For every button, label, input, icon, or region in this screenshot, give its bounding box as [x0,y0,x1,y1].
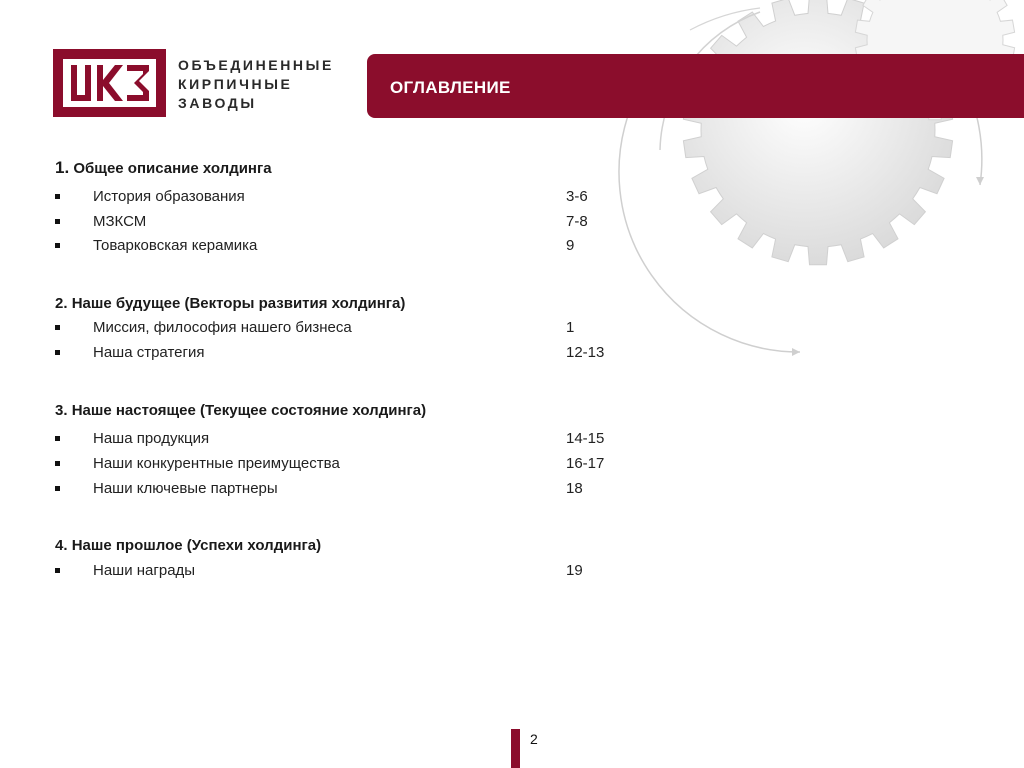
page-number: 2 [530,731,538,747]
bullet-icon [55,325,60,330]
section-title-3 [55,402,426,419]
header-bar [367,54,1024,118]
section-title-1 [55,158,272,178]
section-title-text: Наше прошлое (Успехи холдинга) [71,537,322,554]
company-name-line-2: КИРПИЧНЫЕ [178,76,293,92]
toc-item-label: Наша продукция [93,430,210,447]
page-number-bar [511,729,520,768]
page-title: ОГЛАВЛЕНИЕ [390,78,511,97]
toc-item-pages: 14-15 [566,430,605,447]
section-title-4 [55,537,321,554]
toc-item-pages: 19 [566,562,583,579]
toc-item-label: История образования [93,188,245,205]
toc-item-pages: 3-6 [566,188,588,205]
toc-item-pages: 12-13 [566,344,605,361]
bullet-icon [55,436,60,441]
toc-item-label: Миссия, философия нашего бизнеса [93,319,352,336]
toc-item-pages: 16-17 [566,455,605,472]
company-logo [53,49,166,117]
bullet-icon [55,243,60,248]
toc-item-label: Наши ключевые партнеры [93,480,278,497]
section-title-text: Общее описание холдинга [73,160,272,177]
toc-item-pages: 7-8 [566,213,588,230]
company-name-line-3: ЗАВОДЫ [178,95,257,111]
section-number: 3. [55,402,68,419]
company-name-line-1: ОБЪЕДИНЕННЫЕ [178,57,334,73]
toc-item-label: Наша стратегия [93,344,205,361]
section-title-text: Наше будущее (Векторы развития холдинга) [71,295,406,312]
toc-item-label: Наши награды [93,562,196,579]
toc-item-label: Наши конкурентные преимущества [93,455,340,472]
section-title-2 [55,295,405,312]
toc-item-pages: 9 [566,237,575,254]
bullet-icon [55,350,60,355]
section-number: 2. [55,295,68,312]
section-title-text: Наше настоящее (Текущее состояние холдинга) [71,402,427,419]
toc-item-pages: 1 [566,319,575,336]
logo-mark-icon [53,49,166,117]
bullet-icon [55,219,60,224]
toc-item-label: МЗКСМ [93,213,147,230]
toc-item-label: Товарковская керамика [93,237,258,254]
bullet-icon [55,568,60,573]
company-name [178,56,334,113]
toc-item-pages: 18 [566,480,583,497]
section-number: 1. [55,158,70,177]
bullet-icon [55,194,60,199]
section-number: 4. [55,537,68,554]
bullet-icon [55,461,60,466]
bullet-icon [55,486,60,491]
